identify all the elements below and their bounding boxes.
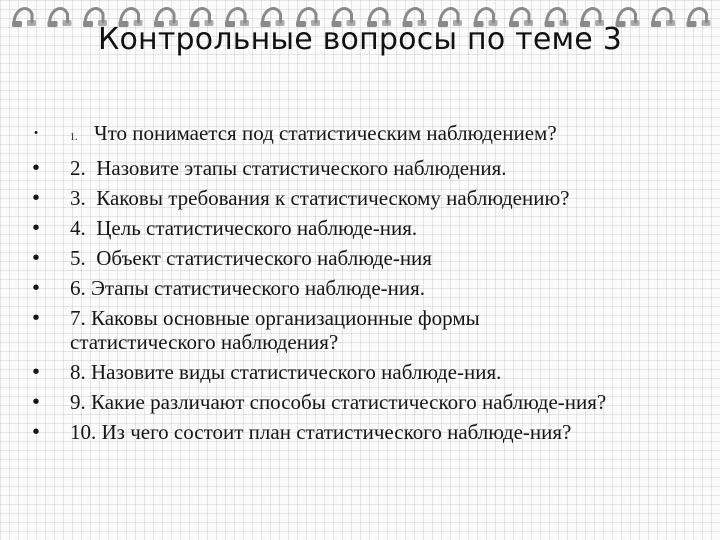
question-item-4 xyxy=(30,216,710,240)
bullet-icon: • xyxy=(32,277,40,299)
question-number: 5. xyxy=(70,246,86,270)
question-item-1 xyxy=(30,121,710,150)
question-text: 7. Каковы основные организационные формы xyxy=(70,306,480,330)
question-text: 10. Из чего состоит план статистического наблюде-ния? xyxy=(70,420,572,444)
question-text: Назовите этапы статистического наблюдения. xyxy=(96,156,507,180)
question-list xyxy=(30,121,710,450)
bullet-icon: • xyxy=(32,247,40,269)
bullet-icon: • xyxy=(32,421,40,443)
question-number: 2. xyxy=(70,156,86,180)
question-text: Объект статистического наблюде-ния xyxy=(96,246,432,270)
question-number: 3. xyxy=(70,186,86,210)
slide-title: Контрольные вопросы по теме 3 xyxy=(97,22,622,57)
question-item-7 xyxy=(30,306,710,354)
question-item-10 xyxy=(30,420,710,444)
bullet-icon: • xyxy=(32,157,40,179)
question-item-5 xyxy=(30,246,710,270)
question-number: 1. xyxy=(70,132,78,143)
bullet-icon: • xyxy=(32,361,40,383)
question-text: 6. Этапы статистического наблюде-ния. xyxy=(70,276,426,300)
bullet-icon: • xyxy=(32,391,40,413)
question-item-3 xyxy=(30,186,710,210)
question-item-6 xyxy=(30,276,710,300)
question-number: 4. xyxy=(70,216,86,240)
question-text: Каковы требования к статистическому наблюдению? xyxy=(96,186,570,210)
question-text: 8. Назовите виды статистического наблюде-ния. xyxy=(70,360,502,384)
question-text: Цель статистического наблюде-ния. xyxy=(96,216,418,240)
bullet-icon: • xyxy=(34,127,38,139)
question-text: Что понимается под статистическим наблюдением? xyxy=(94,121,557,145)
bullet-icon: • xyxy=(32,217,40,239)
bullet-icon: • xyxy=(32,187,40,209)
question-item-2 xyxy=(30,156,710,180)
question-item-8 xyxy=(30,360,710,384)
question-item-9 xyxy=(30,390,710,414)
question-text: 9. Какие различают способы статистического наблюде-ния? xyxy=(70,390,607,414)
question-text-continued: статистического наблюдения? xyxy=(70,330,339,354)
bullet-icon: • xyxy=(32,307,40,329)
